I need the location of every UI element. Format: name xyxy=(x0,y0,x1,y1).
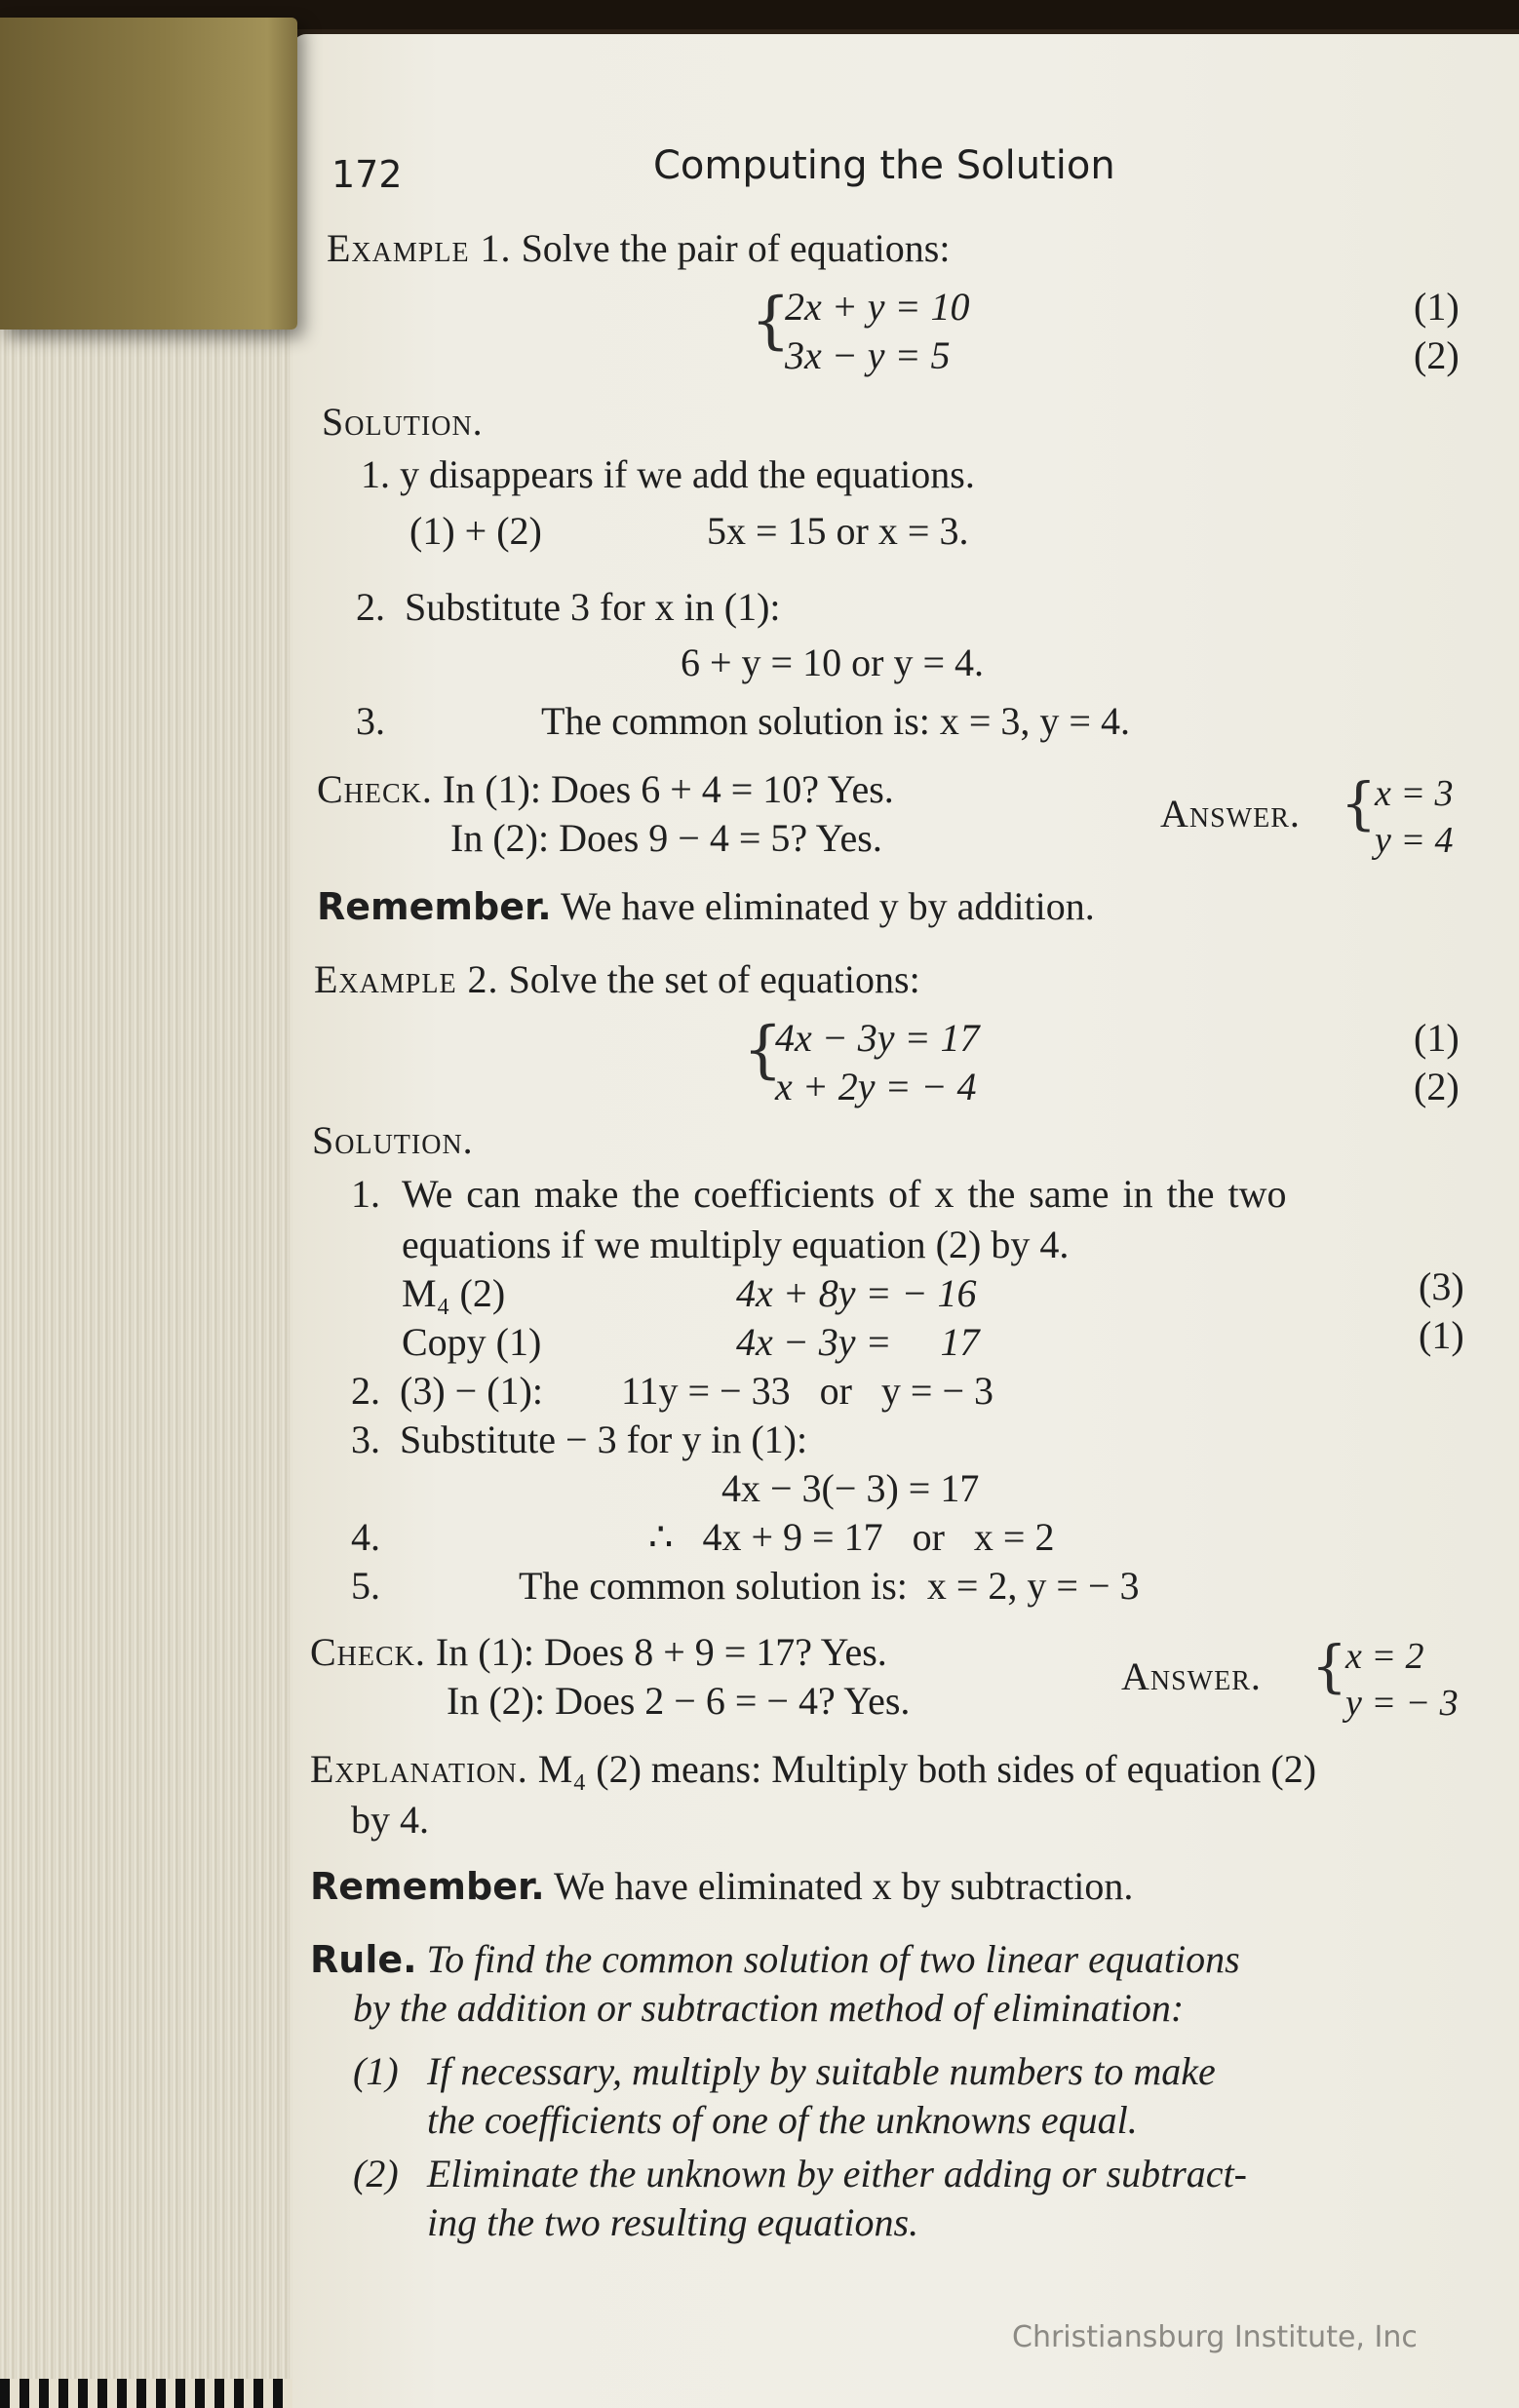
example2-step1-line1: We can make the coefficients of x the same in the two xyxy=(402,1172,1287,1216)
example1-check-label: Check. xyxy=(317,767,433,811)
example1-step1-op: (1) + (2) xyxy=(409,509,542,553)
example1-step3-num: 3. xyxy=(356,699,385,743)
example1-answer2: y = 4 xyxy=(1375,820,1454,861)
example2-copy-math: 4x − 3y = 17 xyxy=(736,1320,980,1364)
example2-eq1-tag: (1) xyxy=(1414,1016,1460,1060)
example1-remember xyxy=(317,884,1095,928)
example2-step1-line2: equations if we multiply equation (2) by 4. xyxy=(402,1223,1070,1266)
example2-m4-tag: (3) xyxy=(1419,1264,1464,1308)
example2-step3-line: 3. Substitute − 3 for y in (1): xyxy=(351,1418,808,1461)
example1-answer-label: Answer. xyxy=(1160,792,1301,835)
example1-eq2: 3x − y = 5 xyxy=(785,333,951,377)
example2-explanation-line2: by 4. xyxy=(351,1798,429,1842)
example2-brace: { xyxy=(743,1014,783,1086)
example1-step1-math: 5x = 15 or x = 3. xyxy=(707,509,969,553)
example2-copy-tag: (1) xyxy=(1419,1313,1464,1357)
example1-heading: Example 1. xyxy=(327,226,512,270)
example2-check-label: Check. xyxy=(310,1630,426,1674)
example1-step2-math: 6 + y = 10 or y = 4. xyxy=(681,641,984,684)
example2-answer1: x = 2 xyxy=(1345,1636,1424,1677)
running-title: Computing the Solution xyxy=(653,143,1115,188)
example1-remember-text: We have eliminated y by addition. xyxy=(561,884,1095,928)
example2-heading: Example 2. xyxy=(314,957,499,1001)
example2-check1: In (1): Does 8 + 9 = 17? Yes. xyxy=(435,1630,887,1674)
example1-step1-num: 1. xyxy=(361,452,390,496)
example1-step3-text: The common solution is: x = 3, y = 4. xyxy=(541,699,1130,743)
page-number: 172 xyxy=(331,153,403,196)
example2-step4-math: ∴ 4x + 9 = 17 or x = 2 xyxy=(648,1515,1055,1559)
example2-solution-label: Solution. xyxy=(312,1118,474,1162)
example1-answer-brace: { xyxy=(1341,770,1377,836)
book-cover-stripes xyxy=(0,2379,292,2408)
example2-step5-num: 5. xyxy=(351,1564,380,1608)
example2-check-line1 xyxy=(310,1630,887,1674)
rule-label: Rule. xyxy=(310,1938,417,1981)
example2-explanation-text: M₄ (2) means: Multiply both sides of equation (2) xyxy=(537,1747,1317,1791)
rule-line1-text: To find the common solution of two linear equations xyxy=(426,1937,1240,1981)
example1-check-line1 xyxy=(317,767,894,811)
example1-check2: In (2): Does 9 − 4 = 5? Yes. xyxy=(450,816,882,860)
example1-eq1-tag: (1) xyxy=(1414,285,1460,329)
rule-item1-num: (1) xyxy=(353,2049,399,2093)
example1-eq1: 2x + y = 10 xyxy=(785,285,970,329)
example1-eq2-tag: (2) xyxy=(1414,333,1460,377)
example2-check2: In (2): Does 2 − 6 = − 4? Yes. xyxy=(447,1679,911,1723)
rule-item1-line2: the coefficients of one of the unknowns equal. xyxy=(427,2098,1138,2142)
example1-solution-label: Solution. xyxy=(322,400,484,444)
example2-answer-brace: { xyxy=(1311,1633,1347,1699)
book-page xyxy=(292,34,1519,2408)
example2-step4-num: 4. xyxy=(351,1515,380,1559)
example2-m4-math: 4x + 8y = − 16 xyxy=(736,1271,977,1315)
example2-m4-label: M₄ (2) xyxy=(402,1271,506,1315)
example1-step2-num: 2. xyxy=(356,585,385,629)
example1-check1: In (1): Does 6 + 4 = 10? Yes. xyxy=(442,767,894,811)
example1-remember-label: Remember. xyxy=(317,885,552,928)
example1-brace: { xyxy=(751,285,791,357)
example2-prompt xyxy=(314,957,920,1001)
example2-eq2-tag: (2) xyxy=(1414,1065,1460,1108)
rule-line2: by the addition or subtraction method of elimination: xyxy=(353,1986,1185,2030)
rule-line1 xyxy=(310,1937,1240,1981)
example2-copy-label: Copy (1) xyxy=(402,1320,542,1364)
bookmark-tab xyxy=(0,18,297,330)
example2-step3-math: 4x − 3(− 3) = 17 xyxy=(721,1466,980,1510)
rule-item2-line2: ing the two resulting equations. xyxy=(427,2200,919,2244)
rule-item2-line1: Eliminate the unknown by either adding or subtract- xyxy=(427,2152,1247,2195)
page-stack-edge xyxy=(0,292,292,2408)
example1-prompt xyxy=(327,226,951,270)
example2-step2-line: 2. (3) − (1): 11y = − 33 or y = − 3 xyxy=(351,1369,994,1413)
example2-eq2: x + 2y = − 4 xyxy=(775,1065,977,1108)
example2-remember-label: Remember. xyxy=(310,1865,545,1908)
example2-remember-text: We have eliminated x by subtraction. xyxy=(554,1864,1134,1908)
example2-eq1: 4x − 3y = 17 xyxy=(775,1016,980,1060)
example2-remember xyxy=(310,1864,1134,1908)
example2-explanation-label: Explanation. xyxy=(310,1747,528,1791)
example2-answer-label: Answer. xyxy=(1121,1654,1262,1698)
example1-answer1: x = 3 xyxy=(1375,773,1454,814)
example1-step1-text: y disappears if we add the equations. xyxy=(400,452,975,496)
example2-step5-text: The common solution is: x = 2, y = − 3 xyxy=(519,1564,1140,1608)
example2-explanation-line1 xyxy=(310,1747,1317,1791)
example2-step1-num: 1. xyxy=(351,1172,380,1216)
example1-prompt-text: Solve the pair of equations: xyxy=(521,226,951,270)
example2-prompt-text: Solve the set of equations: xyxy=(508,957,920,1001)
rule-item1-line1: If necessary, multiply by suitable numbers to make xyxy=(427,2049,1216,2093)
rule-item2-num: (2) xyxy=(353,2152,399,2195)
example1-step2-text: Substitute 3 for x in (1): xyxy=(405,585,781,629)
example2-answer2: y = − 3 xyxy=(1345,1683,1459,1724)
watermark-credit: Christiansburg Institute, Inc xyxy=(1012,2320,1418,2354)
